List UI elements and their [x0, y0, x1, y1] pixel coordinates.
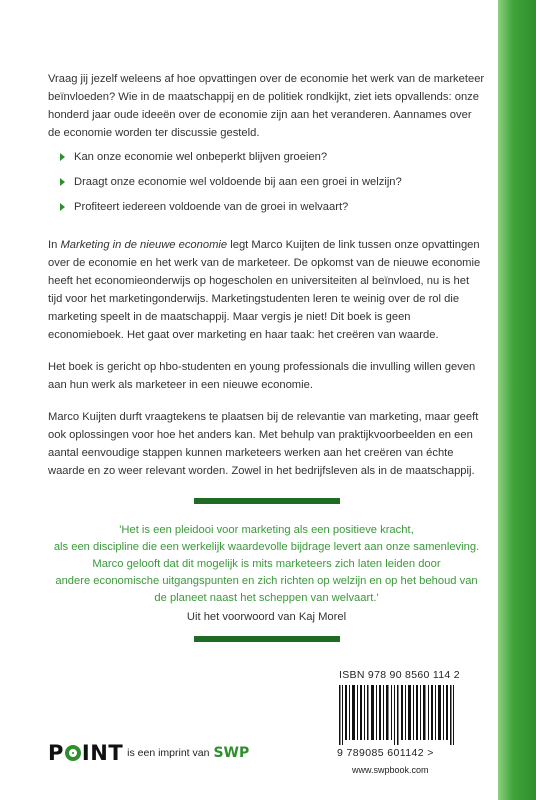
point-logo: P I N T [48, 741, 124, 765]
point-o-circle-icon [65, 745, 81, 761]
list-item: Profiteert iedereen voldoende van de groei in welvaart? [48, 198, 485, 216]
publisher-logo [48, 740, 249, 766]
book-spine-edge [498, 0, 536, 800]
swp-logo: SWP [213, 745, 250, 761]
author-paragraph: Marco Kuijten durft vraagtekens te plaatsen bij de relevantie van marketing, maar geeft ook oplossingen voor hoe het anders kan. Met behulp van praktijkvoorbeelden en een aantal eenvoudige stappen kunnen marketeers werken aan het creëren van échte waarde en zo weer relevant worden. Zowel in het bedrijfsleven als in de maatschappij. [48, 411, 479, 477]
quote-line: als een discipline die een werkelijk waardevolle bijdrage levert aan onze samenleving. [53, 541, 480, 553]
book-title: Marketing in de nieuwe economie [60, 239, 228, 251]
divider-bottom [194, 636, 340, 642]
question-list [48, 148, 485, 216]
audience-paragraph: Het boek is gericht op hbo-studenten en young professionals die invulling willen geven aan hun werk als marketeer in een nieuwe economie. [48, 361, 476, 391]
barcode-icon [337, 685, 467, 745]
triangle-bullet-icon [60, 178, 65, 186]
quote-line: 'Het is een pleidooi voor marketing als een positieve kracht, [119, 524, 414, 536]
triangle-bullet-icon [60, 153, 65, 161]
website-url: www.swpbook.com [352, 765, 429, 775]
intro-paragraph: Vraag jij jezelf weleens af hoe opvattingen over de economie het werk van de marketeer beïnvloeden? Wie in de maatschappij en de politiek rondkijkt, ziet iets opvallends: onze honderd jaar oude ideeën over de economie zijn aan het veranderen. Aannames over de economie worden ter discussie gesteld. [48, 73, 485, 139]
imprint-text: is een imprint van [127, 747, 210, 759]
barcode-digits: 9 789085 601142 > [337, 747, 434, 759]
quote-line: Marco gelooft dat dit mogelijk is mits marketeers zich laten leiden door [92, 558, 441, 570]
quote-block [48, 522, 485, 626]
divider-top [194, 498, 340, 504]
quote-source: Uit het voorwoord van Kaj Morel [186, 611, 347, 623]
isbn-number: ISBN 978 90 8560 114 2 [339, 669, 460, 681]
quote-line: andere economische uitgangspunten en zich richten op welzijn en op het behoud van [55, 575, 478, 587]
list-item: Draagt onze economie wel voldoende bij aan een groei in welzijn? [48, 173, 485, 191]
list-item: Kan onze economie wel onbeperkt blijven groeien? [48, 148, 485, 166]
description-paragraph: In Marketing in de nieuwe economie legt Marco Kuijten de link tussen onze opvattingen over de economie en het werk van de marketeer. De opkomst van de nieuwe economie heeft het economieonderwijs op hogescholen en universiteiten al beïnvloed, nu is het tijd voor het marketingonderwijs. Marketingstudenten leren te weinig over de rol die marketing speelt in de maatschappij. Maar vergis je niet! Dit boek is geen economieboek. Het gaat over marketing en haar taak: het creëren van waarde. [48, 239, 481, 341]
back-cover-text [48, 70, 485, 642]
triangle-bullet-icon [60, 203, 65, 211]
quote-line: de planeet naast het scheppen van welvaart.' [154, 592, 379, 604]
